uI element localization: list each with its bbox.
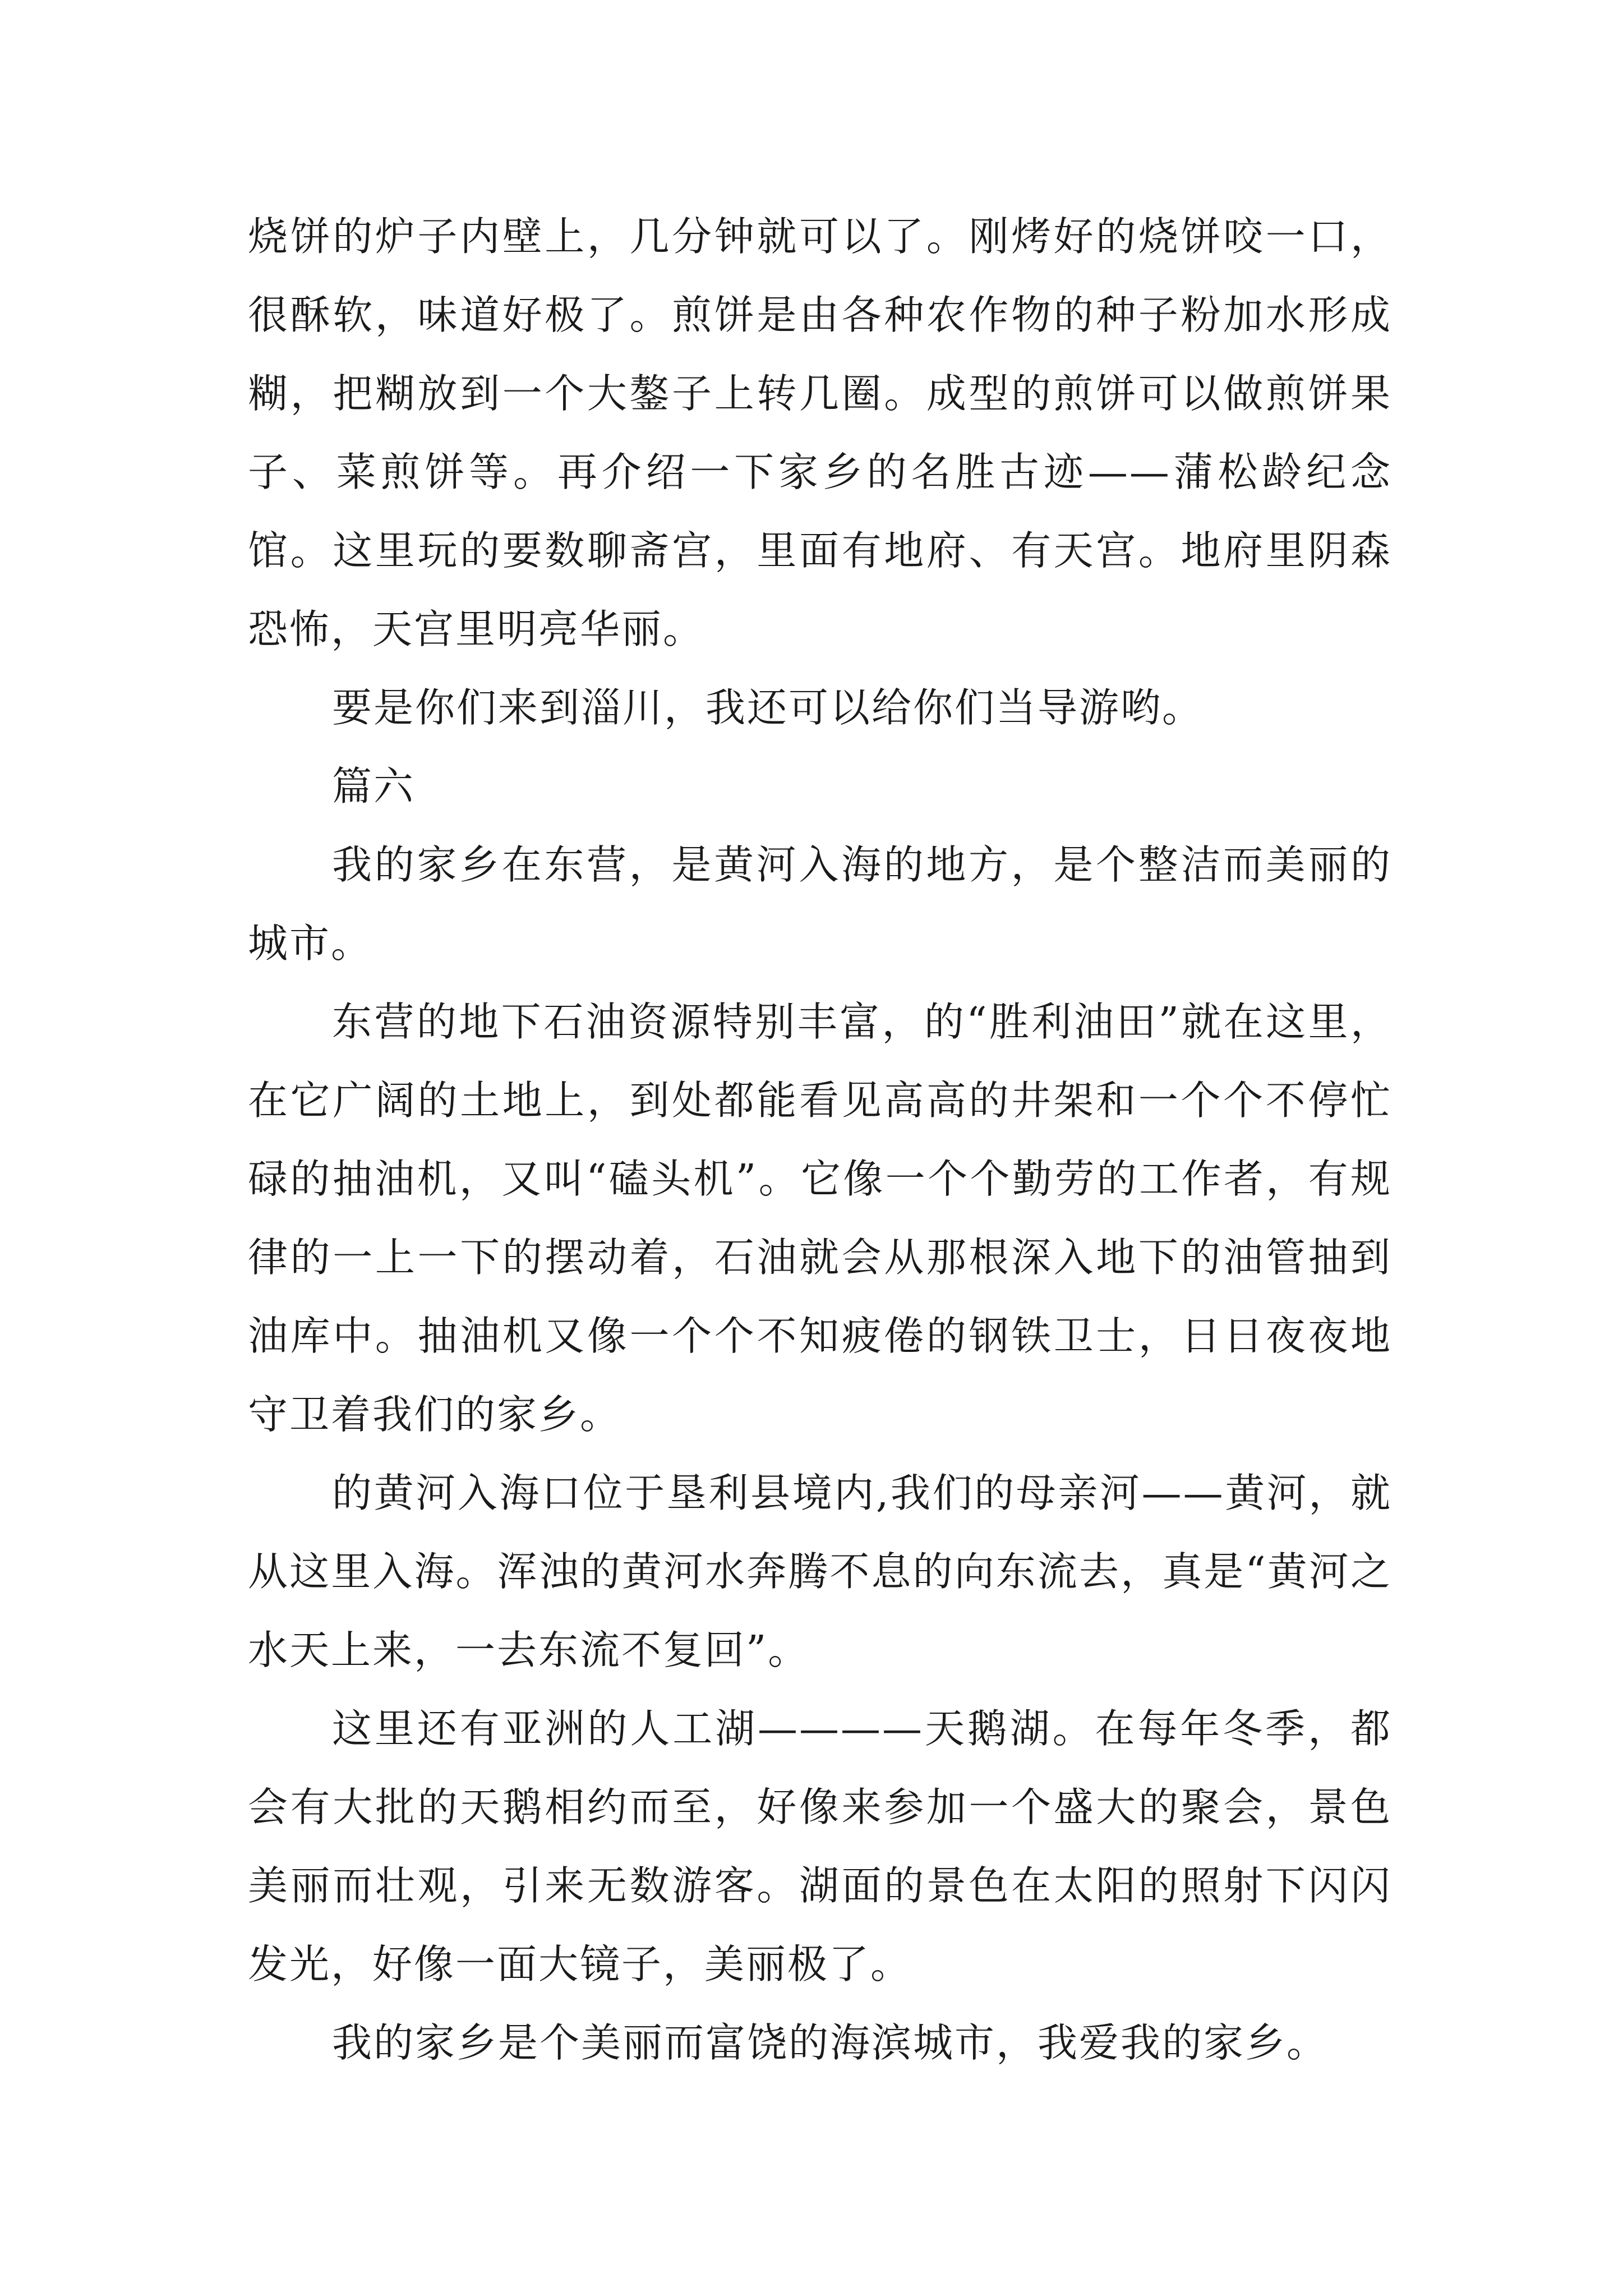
paragraph-conclusion: 我的家乡是个美丽而富饶的海滨城市，我爱我的家乡。 [332,2019,1329,2066]
paragraph-yellow-river: 的黄河入海口位于垦利县境内,我们的母亲河——黄河，就从这里入海。浑浊的黄河水奔腾不息的向东流去，真是“黄河之水天上来，一去东流不复回”。 [248,1470,1392,1673]
section-heading-pian-liu: 篇六 [332,763,416,809]
paragraph-oil-field: 东营的地下石油资源特别丰富，的“胜利油田”就在这里，在它广阔的土地上，到处都能看见高高的井架和一个个不停忙碌的抽油机，又叫“磕头机”。它像一个个勤劳的工作者，有规律的一上一下的摆动着，石油就会从那根深入地下的油管抽到油库中。抽油机又像一个个不知疲倦的钢铁卫士，日日夜夜地守卫着我们的家乡。 [248,999,1392,1438]
paragraph-dongying-intro: 我的家乡在东营，是黄河入海的地方，是个整洁而美丽的城市。 [248,841,1392,967]
body-text [248,197,1392,2082]
paragraph-zichuan-guide: 要是你们来到淄川，我还可以给你们当导游哟。 [332,684,1204,731]
paragraph-swan-lake: 这里还有亚洲的人工湖————天鹅湖。在每年冬季，都会有大批的天鹅相约而至，好像来参加一个盛大的聚会，景色美丽而壮观，引来无数游客。湖面的景色在太阳的照射下闪闪发光，好像一面大镜子，美丽极了。 [248,1705,1392,1987]
paragraph-shaobing-jianbing: 烧饼的炉子内壁上，几分钟就可以了。刚烤好的烧饼咬一口，很酥软，味道好极了。煎饼是由各种农作物的种子粉加水形成糊，把糊放到一个大鏊子上转几圈。成型的煎饼可以做煎饼果子、菜煎饼等。再介绍一下家乡的名胜古迹——蒲松龄纪念馆。这里玩的要数聊斋宫，里面有地府、有天宫。地府里阴森恐怖，天宫里明亮华丽。 [248,213,1392,652]
